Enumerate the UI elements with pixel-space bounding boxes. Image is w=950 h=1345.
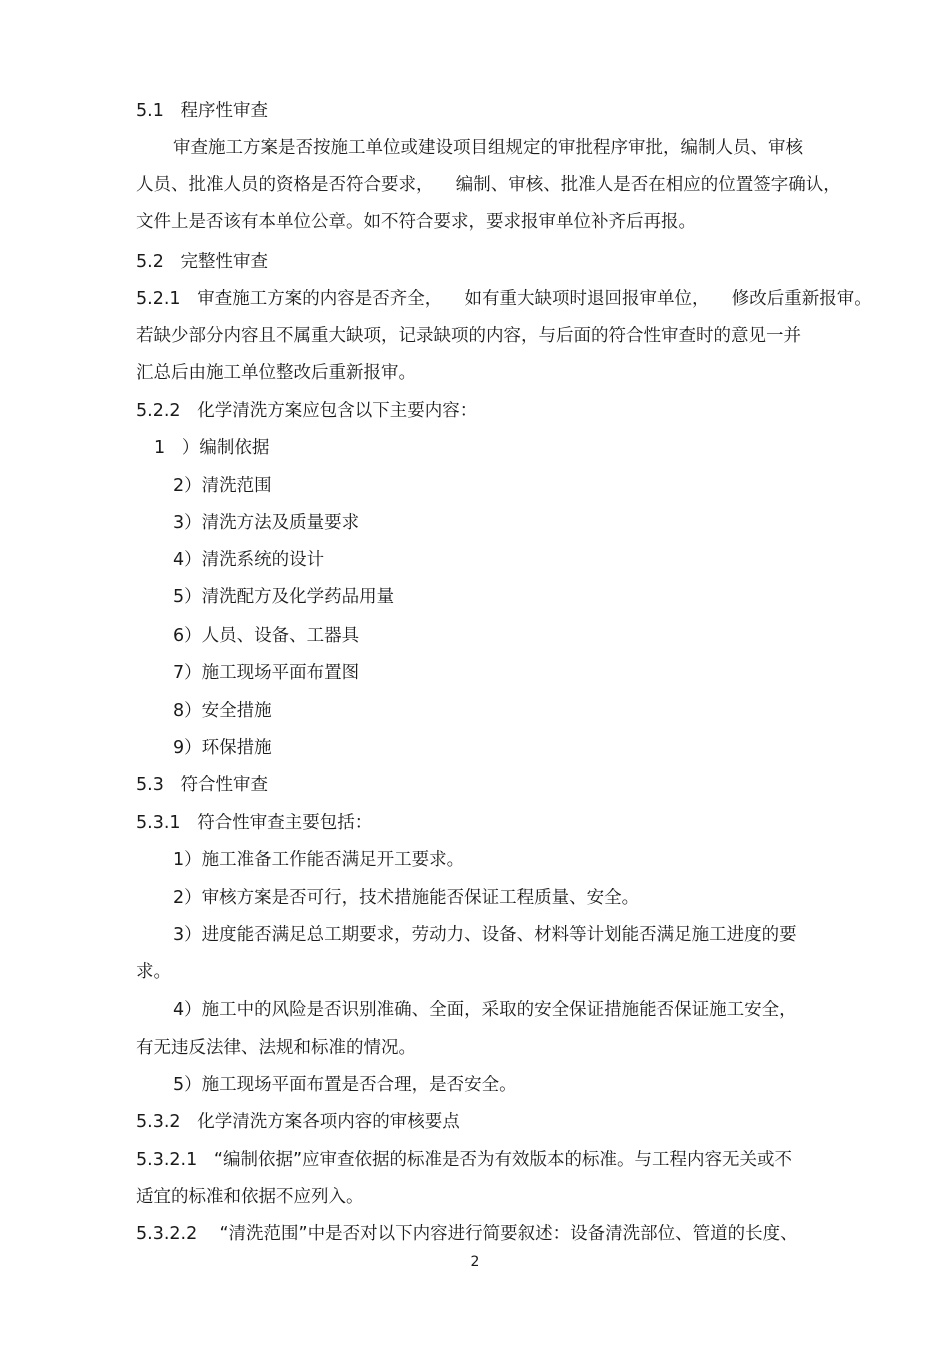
page-number: 2 — [470, 1254, 480, 1270]
paragraph-line: 若缺少部分内容且不属重大缺项，记录缺项的内容，与后面的符合性审查时的意见一并 — [136, 326, 801, 346]
paragraph-line: 求。 — [136, 962, 171, 982]
list-item: 5）施工现场平面布置是否合理，是否安全。 — [173, 1075, 517, 1095]
paragraph-line: 5.3.1 符合性审查主要包括： — [136, 813, 373, 833]
paragraph-line: 文件上是否该有本单位公章。如不符合要求，要求报审单位补齐后再报。 — [136, 212, 696, 232]
paragraph-line: 人员、批准人员的资格是否符合要求， 编制、审核、批准人是否在相应的位置签字确认， — [136, 175, 841, 195]
paragraph-line: 5.3.2 化学清洗方案各项内容的审核要点 — [136, 1112, 460, 1132]
list-item: 4）清洗系统的设计 — [173, 550, 325, 570]
paragraph-line: 5.2.2 化学清洗方案应包含以下主要内容： — [136, 401, 478, 421]
list-item: 3）清洗方法及质量要求 — [173, 513, 360, 533]
list-item: 8）安全措施 — [173, 701, 272, 721]
list-item: 1 ）编制依据 — [154, 438, 270, 458]
section-5-1-heading: 5.1 程序性审查 — [136, 101, 269, 121]
section-5-3-heading: 5.3 符合性审查 — [136, 775, 269, 795]
paragraph-line: 汇总后由施工单位整改后重新报审。 — [136, 363, 416, 383]
list-item: 3）进度能否满足总工期要求，劳动力、设备、材料等计划能否满足施工进度的要 — [173, 925, 797, 945]
paragraph-line: 适宜的标准和依据不应列入。 — [136, 1187, 364, 1207]
paragraph-line: 5.3.2.2 “清洗范围”中是否对以下内容进行简要叙述：设备清洗部位、管道的长度、 — [136, 1224, 798, 1244]
paragraph-line: 5.2.1 审查施工方案的内容是否齐全， 如有重大缺项时退回报审单位， 修改后重新报审。 — [136, 289, 872, 309]
list-item: 1）施工准备工作能否满足开工要求。 — [173, 850, 465, 870]
list-item: 2）审核方案是否可行，技术措施能否保证工程质量、安全。 — [173, 888, 640, 908]
list-item: 5）清洗配方及化学药品用量 — [173, 587, 395, 607]
list-item: 2）清洗范围 — [173, 476, 272, 496]
paragraph-line: 审查施工方案是否按施工单位或建设项目组规定的审批程序审批，编制人员、审核 — [173, 138, 803, 158]
list-item: 7）施工现场平面布置图 — [173, 663, 360, 683]
paragraph-line: 5.3.2.1 “编制依据”应审查依据的标准是否为有效版本的标准。与工程内容无关或不 — [136, 1150, 793, 1170]
list-item: 6）人员、设备、工器具 — [173, 626, 360, 646]
paragraph-line: 有无违反法律、法规和标准的情况。 — [136, 1038, 416, 1058]
list-item: 9）环保措施 — [173, 738, 272, 758]
list-item: 4）施工中的风险是否识别准确、全面，采取的安全保证措施能否保证施工安全， — [173, 1000, 797, 1020]
section-5-2-heading: 5.2 完整性审查 — [136, 252, 269, 272]
